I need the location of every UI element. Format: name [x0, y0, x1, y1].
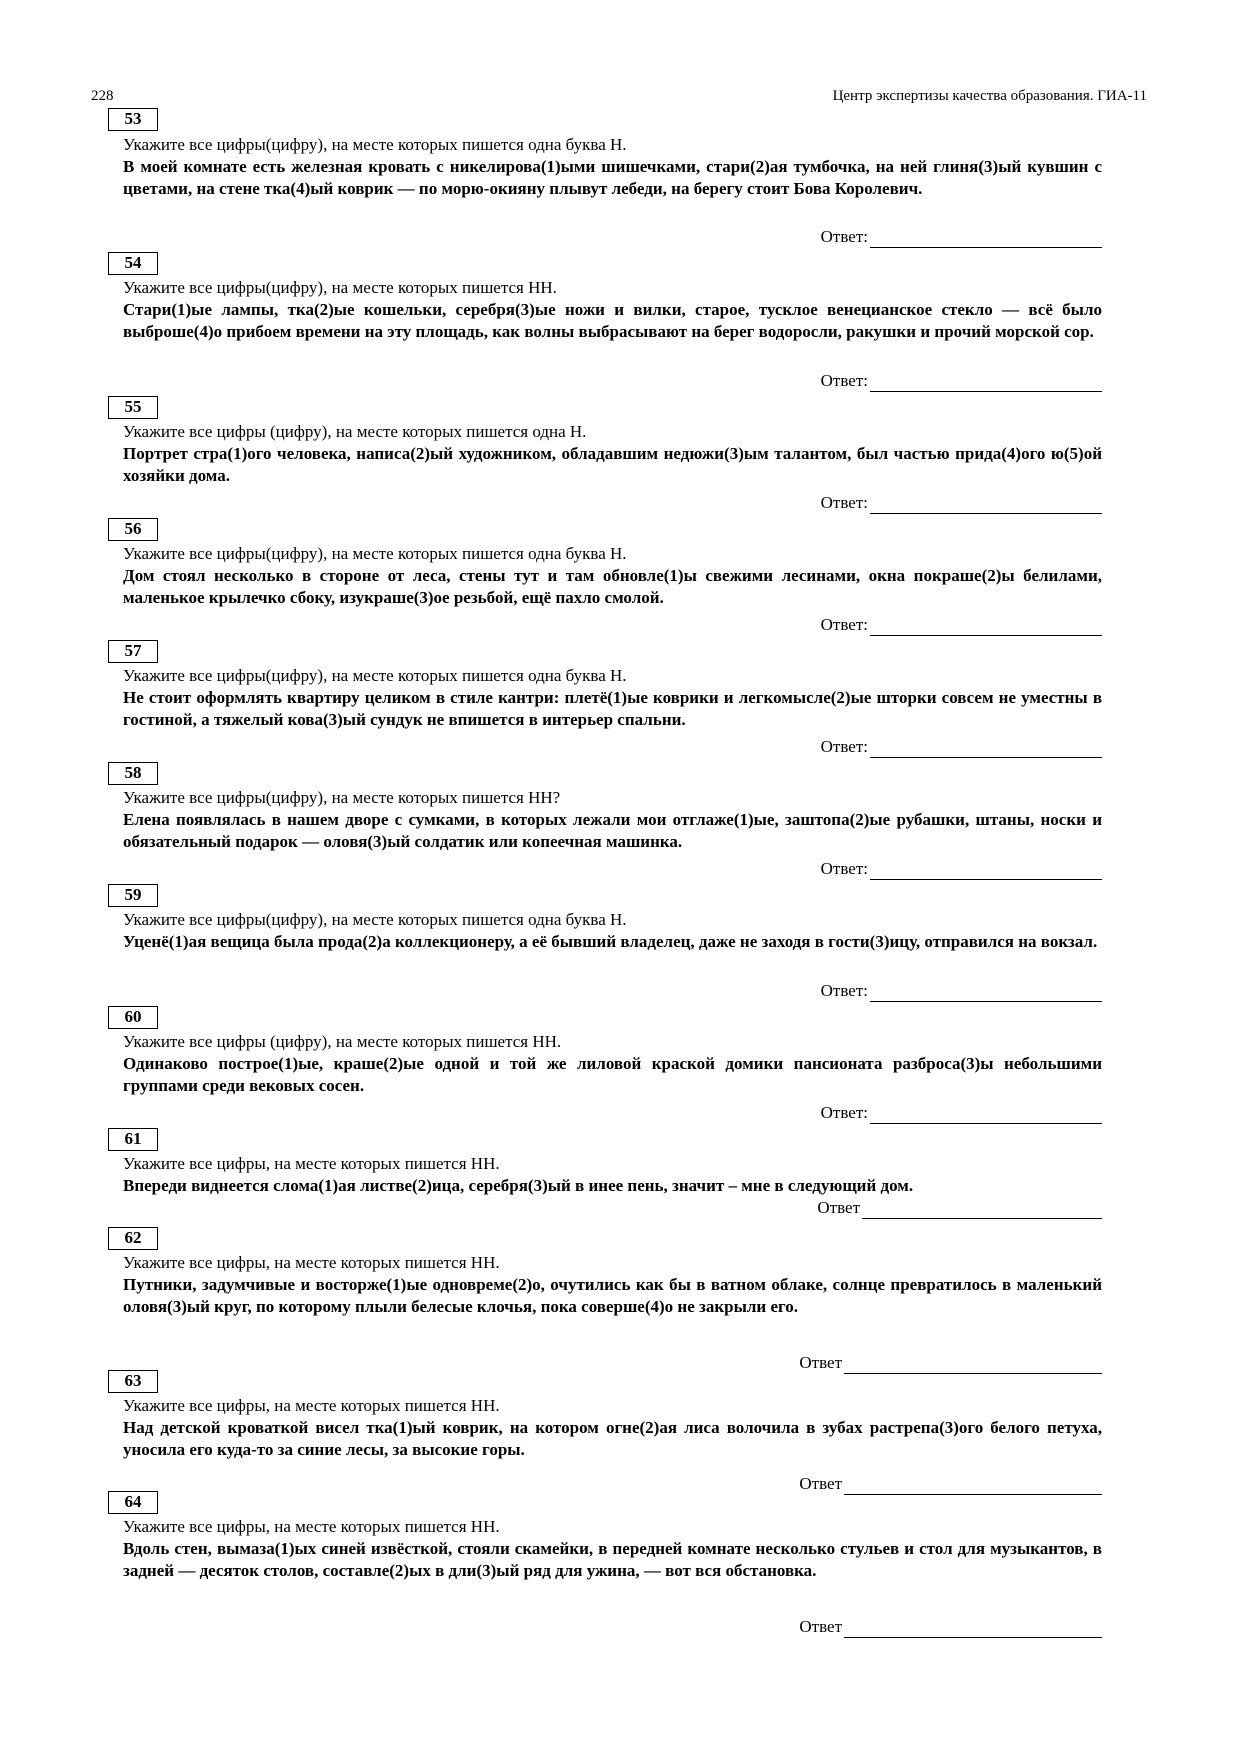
- answer-line: [821, 614, 1102, 636]
- task-text: Елена появлялась в нашем дворе с сумками, в которых лежали мои отглаже(1)ые, заштопа(2)ые рубашки, штаны, носки и обязательный подарок — оловя(3)ый солдатик или копеечная машинка.: [123, 810, 1102, 851]
- answer-label: Ответ:: [820, 859, 868, 878]
- answer-label: Ответ:: [820, 615, 868, 634]
- task-instruction: Укажите все цифры(цифру), на месте которых пишется НН?: [123, 788, 561, 807]
- answer-field[interactable]: [862, 1201, 1102, 1219]
- task-instruction: Укажите все цифры, на месте которых пишется НН.: [123, 1253, 500, 1272]
- task-number: 59: [108, 884, 158, 907]
- answer-line: [821, 370, 1102, 392]
- task-instruction: Укажите все цифры (цифру), на месте которых пишется одна Н.: [123, 422, 587, 441]
- answer-line: [799, 1352, 1102, 1374]
- task-instruction: Укажите все цифры(цифру), на месте которых пишется НН.: [123, 278, 557, 297]
- task-text: Впереди виднеется слома(1)ая листве(2)ица, серебря(3)ый в инее пень, значит – мне в следующий дом.: [123, 1176, 914, 1195]
- answer-line: [799, 1616, 1102, 1638]
- task-number: 64: [108, 1491, 158, 1514]
- answer-label: Ответ:: [820, 493, 868, 512]
- task-number: 54: [108, 252, 158, 275]
- task-number: 53: [108, 108, 158, 131]
- answer-line: [817, 1197, 1102, 1219]
- task-text: Не стоит оформлять квартиру целиком в стиле кантри: плетё(1)ые коврики и легкомысле(2)ые шторки совсем не уместны в гостиной, а тяжелый кова(3)ый сундук не впишется в интерьер спальни.: [123, 688, 1102, 729]
- task-number: 57: [108, 640, 158, 663]
- answer-label: Ответ: [817, 1198, 860, 1217]
- answer-label: Ответ:: [820, 1103, 868, 1122]
- answer-field[interactable]: [870, 1106, 1102, 1124]
- task-instruction: Укажите все цифры(цифру), на месте которых пишется одна буква Н.: [123, 544, 627, 563]
- answer-label: Ответ: [799, 1474, 842, 1493]
- answer-field[interactable]: [870, 862, 1102, 880]
- answer-label: Ответ: [799, 1617, 842, 1636]
- task-number: 63: [108, 1370, 158, 1393]
- task-text: Над детской кроваткой висел тка(1)ый коврик, на котором огне(2)ая лиса волочила в зубах растрепа(3)ого белого петуха, уносила его куда-то за синие лесы, за высокие горы.: [123, 1418, 1102, 1459]
- answer-line: [821, 226, 1102, 248]
- task-number: 55: [108, 396, 158, 419]
- answer-field[interactable]: [844, 1356, 1102, 1374]
- answer-label: Ответ:: [820, 737, 868, 756]
- answer-field[interactable]: [870, 230, 1102, 248]
- answer-field[interactable]: [870, 984, 1102, 1002]
- task-number: 56: [108, 518, 158, 541]
- answer-line: [821, 858, 1102, 880]
- answer-field[interactable]: [870, 618, 1102, 636]
- task-text: Дом стоял несколько в стороне от леса, стены тут и там обновле(1)ы свежими лесинами, окна покраше(2)ы белилами, маленькое крылечко сбоку, изукраше(3)ое резьбой, ещё пахло смолой.: [123, 566, 1102, 607]
- task-text: Вдоль стен, вымаза(1)ых синей извёсткой, стояли скамейки, в передней комнате несколько стульев и стол для музыкантов, в задней — десяток столов, составле(2)ых в дли(3)ый ряд для ужина, — вот вся обстановка.: [123, 1539, 1102, 1580]
- task-number: 58: [108, 762, 158, 785]
- task-number: 62: [108, 1227, 158, 1250]
- answer-line: [799, 1473, 1102, 1495]
- task-instruction: Укажите все цифры, на месте которых пишется НН.: [123, 1517, 500, 1536]
- task-text: Одинаково построе(1)ые, краше(2)ые одной и той же лиловой краской домики пансионата разброса(3)ы небольшими группами среди вековых сосен.: [123, 1054, 1102, 1095]
- page-source: Центр экспертизы качества образования. ГИА-11: [832, 88, 1147, 104]
- answer-line: [821, 492, 1102, 514]
- answer-label: Ответ:: [820, 227, 868, 246]
- task-text: В моей комнате есть железная кровать с никелирова(1)ыми шишечками, стари(2)ая тумбочка, на ней глиня(3)ый кувшин с цветами, на стене тка(4)ый коврик — по морю-окияну плывут лебеди, на берегу стоит Бова Королевич.: [123, 157, 1102, 198]
- answer-line: [821, 736, 1102, 758]
- answer-field[interactable]: [870, 374, 1102, 392]
- task-text: Стари(1)ые лампы, тка(2)ые кошельки, серебря(3)ые ножи и вилки, старое, тусклое венецианское стекло — всё было выброше(4)о прибоем времени на эту площадь, как волны выбрасывают на берег водоросли, ракушки и прочий морской сор.: [123, 300, 1102, 341]
- answer-label: Ответ: [799, 1353, 842, 1372]
- task-instruction: Укажите все цифры(цифру), на месте которых пишется одна буква Н.: [123, 666, 627, 685]
- task-instruction: Укажите все цифры, на месте которых пишется НН.: [123, 1396, 500, 1415]
- answer-field[interactable]: [844, 1620, 1102, 1638]
- answer-field[interactable]: [870, 496, 1102, 514]
- task-number: 60: [108, 1006, 158, 1029]
- task-instruction: Укажите все цифры (цифру), на месте которых пишется НН.: [123, 1032, 562, 1051]
- answer-label: Ответ:: [820, 371, 868, 390]
- task-instruction: Укажите все цифры, на месте которых пишется НН.: [123, 1154, 500, 1173]
- page-number: 228: [91, 88, 114, 104]
- answer-line: [821, 1102, 1102, 1124]
- answer-label: Ответ:: [820, 981, 868, 1000]
- page-header: [91, 88, 1147, 108]
- answer-field[interactable]: [870, 740, 1102, 758]
- task-instruction: Укажите все цифры(цифру), на месте которых пишется одна буква Н.: [123, 910, 627, 929]
- task-text: Путники, задумчивые и восторже(1)ые одновреме(2)о, очутились как бы в ватном облаке, солнце превратилось в маленький оловя(3)ый круг, по которому плыли белесые клочья, пока соверше(4)о не закрыли его.: [123, 1275, 1102, 1316]
- answer-line: [821, 980, 1102, 1002]
- task-number: 61: [108, 1128, 158, 1151]
- answer-field[interactable]: [844, 1477, 1102, 1495]
- task-instruction: Укажите все цифры(цифру), на месте которых пишется одна буква Н.: [123, 135, 627, 154]
- task-text: Уценё(1)ая вещица была прода(2)а коллекционеру, а её бывший владелец, даже не заходя в гости(3)ицу, отправился на вокзал.: [123, 932, 1098, 951]
- task-text: Портрет стра(1)ого человека, написа(2)ый художником, обладавшим недюжи(3)ым талантом, был частью прида(4)ого ю(5)ой хозяйки дома.: [123, 444, 1102, 485]
